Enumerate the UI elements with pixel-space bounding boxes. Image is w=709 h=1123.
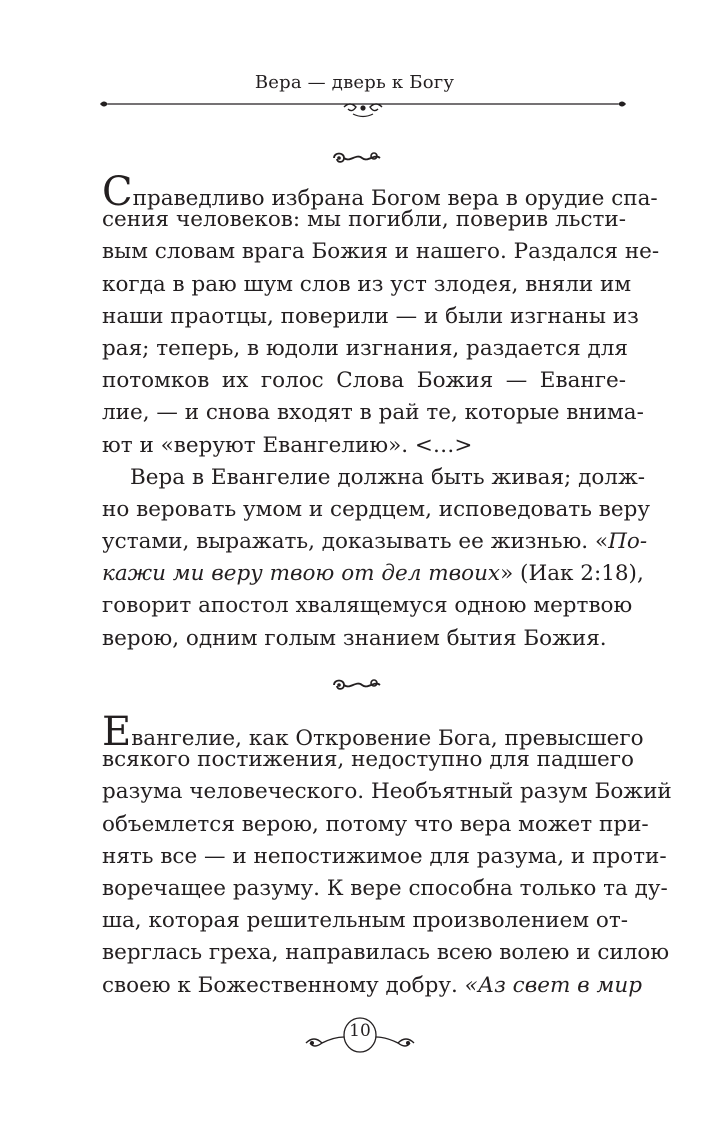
paragraph-line: объемлется верою, потому что вера может при-: [102, 811, 649, 837]
header-ornament-rule: [98, 97, 628, 119]
paragraph-line: устами, выражать, доказывать ее жизнью. «По-: [102, 529, 648, 555]
paragraph-line: Вера в Евангелие должна быть живая; долж-: [130, 464, 646, 490]
paragraph-line: говорит апостол хвалящемуся одною мертвою: [102, 593, 633, 619]
paragraph-line: вым словам врага Божия и нашего. Раздался не-: [102, 239, 660, 265]
paragraph-line: рая; теперь, в юдоли изгнания, раздается для: [102, 335, 628, 361]
paragraph-line: потомков их голос Слова Божия — Еванге-: [102, 368, 626, 394]
paragraph-line: сения человеков: мы погибли, поверив льсти-: [102, 207, 626, 233]
page-number: 10: [349, 1021, 371, 1041]
drop-cap: С: [102, 169, 133, 215]
section-2-text: [102, 709, 672, 1002]
paragraph-line: воречащее разуму. К вере способна только та ду-: [102, 875, 668, 901]
paragraph-line: верою, одним голым знанием бытия Божия.: [102, 625, 607, 651]
paragraph-line: верглась греха, направилась всею волею и силою: [102, 940, 670, 966]
scripture-quote: «Аз свет в мир: [464, 972, 642, 998]
scripture-quote: кажи ми веру твою от дел твоих: [102, 561, 501, 587]
paragraph-line: кажи ми веру твою от дел твоих» (Иак 2:18),: [102, 561, 644, 587]
paragraph-line: разума человеческого. Необъятный разум Божий: [102, 779, 672, 805]
paragraph-line: всякого постижения, недоступно для падшего: [102, 747, 634, 773]
paragraph-line: но веровать умом и сердцем, исповедовать веру: [102, 496, 650, 522]
paragraph-line: ша, которая решительным произволением от-: [102, 908, 629, 934]
paragraph-line: наши праотцы, поверили — и были изгнаны из: [102, 303, 639, 329]
section-flourish-1: [330, 150, 384, 166]
paragraph-line: Справедливо избрана Богом вера в орудие спа-: [102, 169, 658, 215]
paragraph-line: нять все — и непостижимое для разума, и проти-: [102, 843, 667, 869]
paragraph-line: когда в раю шум слов из уст злодея, вняли им: [102, 271, 632, 297]
running-title: Вера — дверь к Богу: [254, 72, 455, 93]
paragraph-line: лие, — и снова входят в рай те, которые внима-: [102, 400, 644, 426]
drop-cap: Е: [102, 709, 132, 755]
paragraph-line: своею к Божественному добру. «Аз свет в мир: [102, 972, 642, 998]
section-flourish-2: [330, 677, 384, 693]
scripture-quote: По-: [608, 529, 648, 555]
paragraph-line: ют и «веруют Евангелию». <…>: [102, 432, 473, 458]
paragraph-line: Евангелие, как Откровение Бога, превысшего: [102, 709, 644, 755]
section-1-text: [102, 169, 660, 655]
